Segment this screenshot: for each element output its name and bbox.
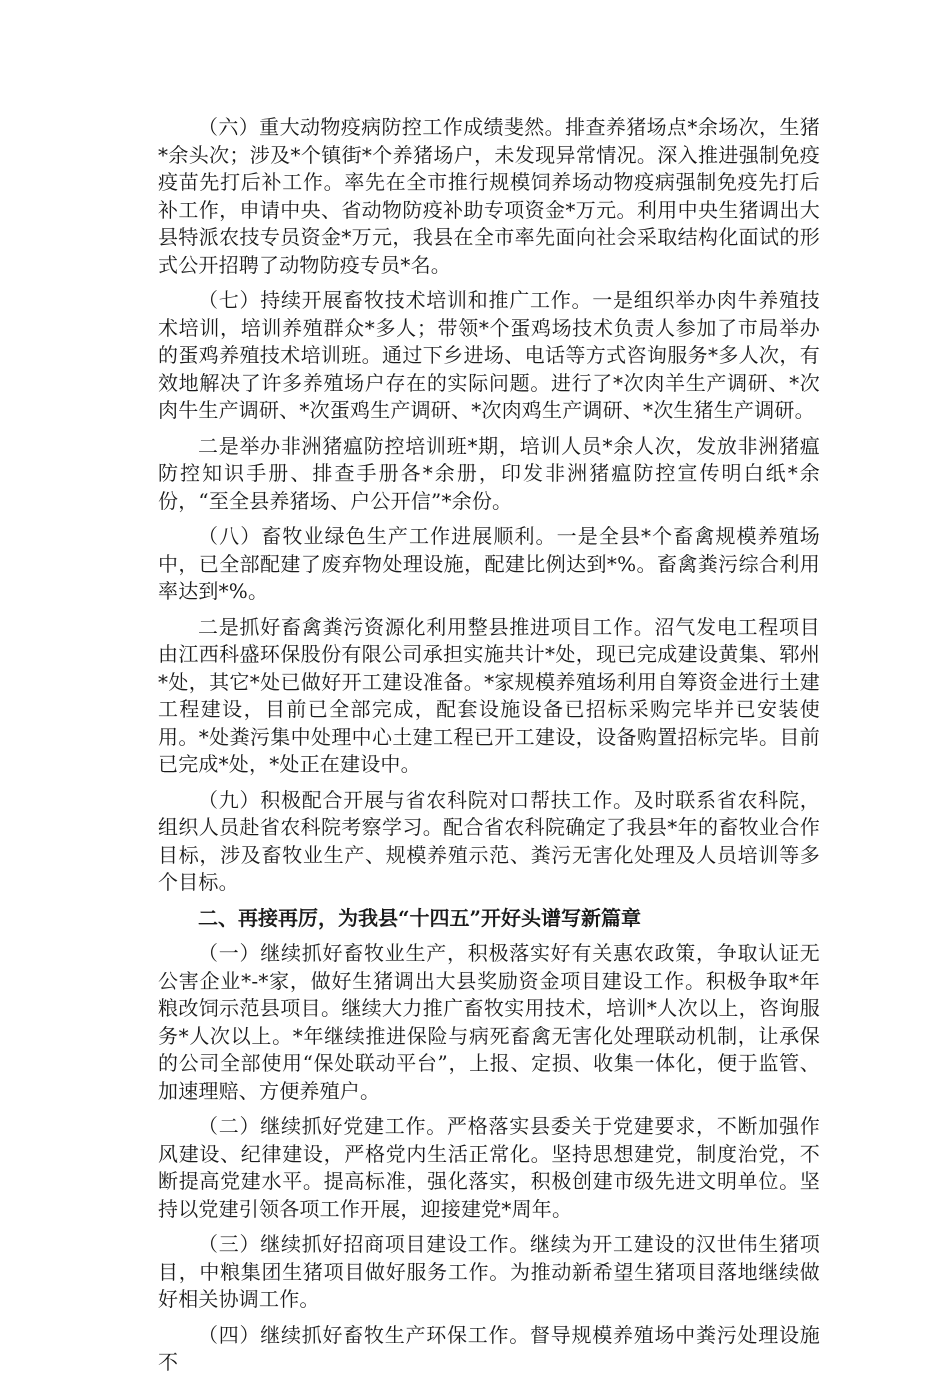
- paragraph-seven: （七）持续开展畜牧技术培训和推广工作。一是组织举办肉牛养殖技术培训，培训养殖群众*多人；带领*个蛋鸡场技术负责人参加了市局举办的蛋鸡养殖技术培训班。通过下乡进场、电话等方式咨询服务*多人次，有效地解决了许多养殖场户存在的实际问题。进行了*次肉羊生产调研、*次肉牛生产调研、*次蛋鸡生产调研、*次肉鸡生产调研、*次生猪生产调研。: [158, 288, 820, 422]
- paragraph-four: （四）继续抓好畜牧生产环保工作。督导规模养殖场中粪污处理设施不: [158, 1322, 820, 1374]
- paragraph-three: （三）继续抓好招商项目建设工作。继续为开工建设的汉世伟生猪项目，中粮集团生猪项目做好服务工作。为推动新希望生猪项目落地继续做好相关协调工作。: [158, 1232, 820, 1311]
- paragraph-two: （二）继续抓好党建工作。严格落实县委关于党建要求，不断加强作风建设、纪律建设，严格党内生活正常化。坚持思想建党，制度治党，不断提高党建水平。提高标准，强化落实，积极创建市级先进文明单位。坚持以党建引领各项工作开展，迎接建党*周年。: [158, 1114, 820, 1221]
- paragraph-one: （一）继续抓好畜牧业生产，积极落实好有关惠农政策，争取认证无公害企业*-*家，做好生猪调出大县奖励资金项目建设工作。积极争取*年粮改饲示范县项目。继续大力推广畜牧实用技术，培训*人次以上，咨询服务*人次以上。*年继续推进保险与病死畜禽无害化处理联动机制，让承保的公司全部使用“保处联动平台”，上报、定损、收集一体化，便于监管、加速理赔、方便养殖户。: [158, 941, 820, 1103]
- paragraph-six: （六）重大动物疫病防控工作成绩斐然。排查养猪场点*余场次，生猪*余头次；涉及*个镇街*个养猪场户，未发现异常情况。深入推进强制免疫疫苗先打后补工作。率先在全市推行规模饲养场动物疫病强制免疫先打后补工作，申请中央、省动物防疫补助专项资金*万元。利用中央生猪调出大县特派农技专员资金*万元，我县在全市率先面向社会采取结构化面试的形式公开招聘了动物防疫专员*名。: [158, 115, 820, 277]
- paragraph-nine: （九）积极配合开展与省农科院对口帮扶工作。及时联系省农科院，组织人员赴省农科院考察学习。配合省农科院确定了我县*年的畜牧业合作目标，涉及畜牧业生产、规模养殖示范、粪污无害化处理及人员培训等多个目标。: [158, 787, 820, 894]
- section-heading: 二、再接再厉，为我县“十四五”开好头谱写新篇章: [198, 905, 642, 930]
- document-page: [158, 114, 820, 1385]
- paragraph-seven-part-two: 二是举办非洲猪瘟防控培训班*期，培训人员*余人次，发放非洲猪瘟防控知识手册、排查手册各*余册，印发非洲猪瘟防控宣传明白纸*余份，“至全县养猪场、户公开信”*余份。: [158, 433, 820, 513]
- paragraph-eight-part-two: 二是抓好畜禽粪污资源化利用整县推进项目工作。沼气发电工程项目由江西科盛环保股份有限公司承担实施共计*处，现已完成建设黄集、郓州*处，其它*处已做好开工建设准备。*家规模养殖场利用自筹资金进行土建工程建设，目前已全部完成，配套设施设备已招标采购完毕并已安装使用。*处粪污集中处理中心土建工程已开工建设，设备购置招标完毕。目前已完成*处，*处正在建设中。: [158, 614, 820, 776]
- paragraph-eight: （八）畜牧业绿色生产工作进展顺利。一是全县*个畜禽规模养殖场中，已全部配建了废弃物处理设施，配建比例达到*%。畜禽粪污综合利用率达到*%。: [158, 524, 820, 603]
